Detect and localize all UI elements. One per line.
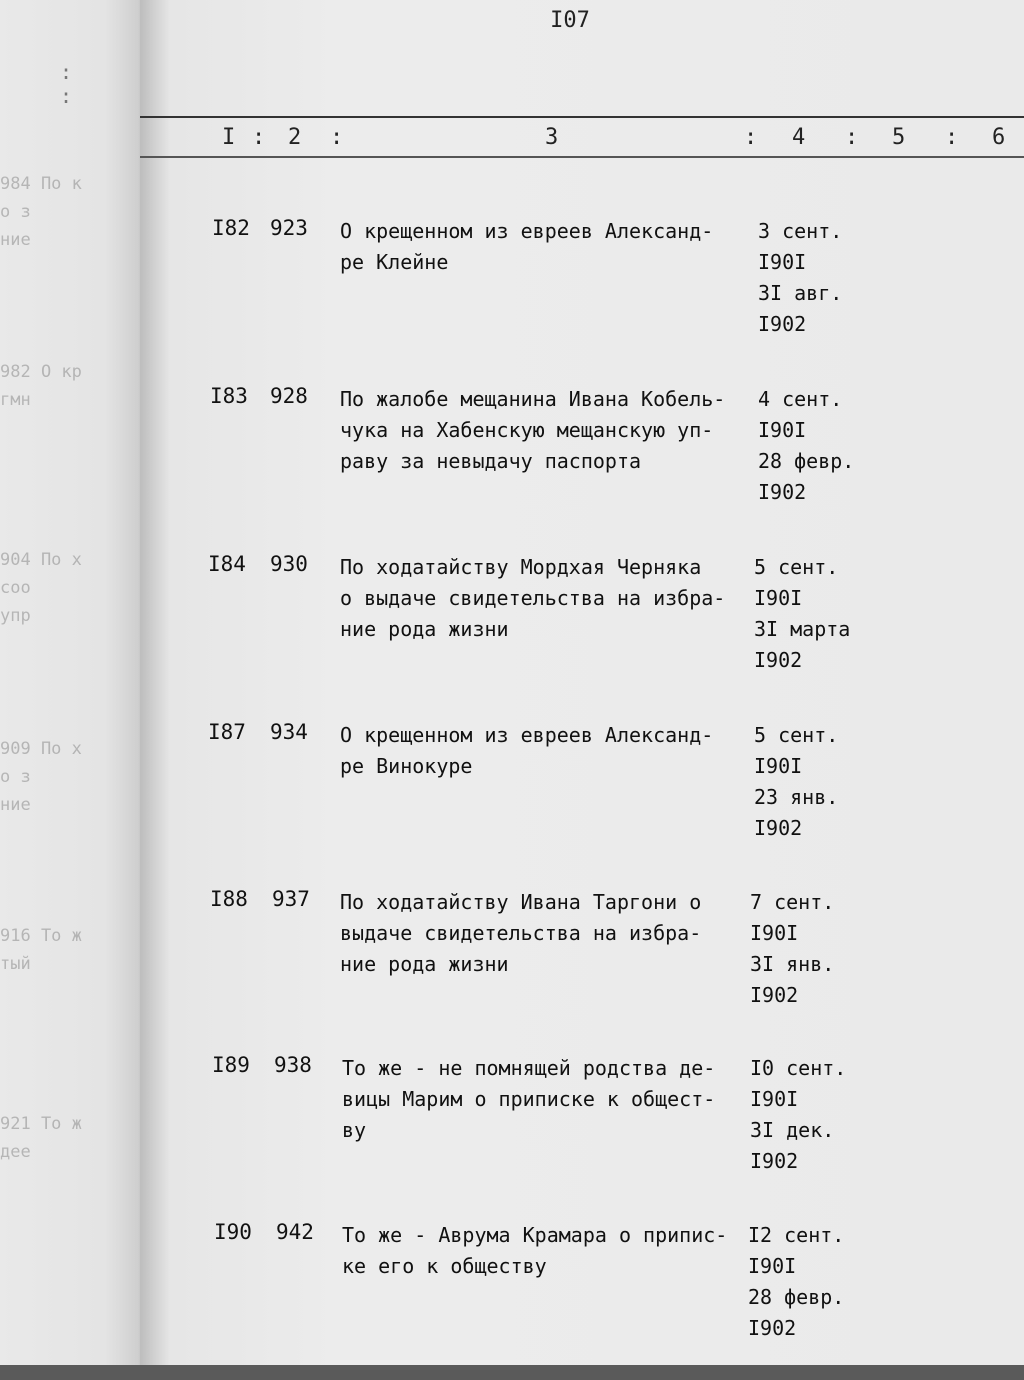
entry-dates: 7 сент. I90I 3I янв. I902 [750,890,835,1007]
column-number: 6 [992,125,1006,150]
entry-dates: I2 сент. I90I 28 февр. I902 [748,1223,845,1340]
page-number: I07 [550,8,590,33]
register-entry [140,1053,1024,1213]
entry-description: По жалобе мещанина Ивана Кобель- чука на Хабенскую мещанскую уп- раву за невыдачу паспорта [340,387,726,473]
entry-number: I82 [212,216,250,240]
case-number: 934 [270,720,308,744]
column-separator: : [252,125,266,150]
case-number: 942 [276,1220,314,1244]
entry-number: I83 [210,384,248,408]
entry-description: О крещенном из евреев Александ- ре Винокуре [340,723,714,778]
column-number: 4 [792,125,806,150]
column-separator: : [744,125,758,150]
register-entry [140,720,1024,880]
left-page-fragment: 984 По к о з ние [0,174,82,250]
column-separator: : [845,125,859,150]
entry-number: I89 [212,1053,250,1077]
register-entries [140,0,1024,1365]
left-page-fragment: 982 О кр гмн [0,362,82,410]
left-page-marks: : : [60,60,91,108]
entry-description: О крещенном из евреев Александ- ре Клейне [340,219,714,274]
entry-number: I87 [208,720,246,744]
left-page-fragment: 921 То ж дее [0,1114,82,1162]
register-entry [140,1220,1024,1380]
column-number: I [222,125,236,150]
entry-number: I84 [208,552,246,576]
entry-dates: 4 сент. I90I 28 февр. I902 [758,387,855,504]
column-number: 3 [545,125,559,150]
case-number: 938 [274,1053,312,1077]
entry-description: По ходатайству Мордхая Черняка о выдаче свидетельства на избра- ние рода жизни [340,555,726,641]
entry-dates: 5 сент. I90I 3I марта I902 [754,555,851,672]
left-page-fragment: 909 По х о з ние [0,739,82,815]
register-entry [140,216,1024,376]
column-number: 2 [288,125,302,150]
left-page-fragment: 916 То ж тый [0,926,82,974]
entry-dates: I0 сент. I90I 3I дек. I902 [750,1056,847,1173]
entry-description: То же - Аврума Крамара о припис- ке его к обществу [342,1223,728,1278]
entry-dates: 3 сент. I90I 3I авг. I902 [758,219,843,336]
column-separator: : [945,125,959,150]
case-number: 928 [270,384,308,408]
register-entry [140,384,1024,544]
case-number: 930 [270,552,308,576]
entry-number: I88 [210,887,248,911]
entry-description: По ходатайству Ивана Таргони о выдаче свидетельства на избра- ние рода жизни [340,890,702,976]
register-entry [140,887,1024,1047]
column-separator: : [330,125,344,150]
entry-dates: 5 сент. I90I 23 янв. I902 [754,723,839,840]
register-entry [140,552,1024,712]
facing-page [0,0,150,1365]
case-number: 937 [272,887,310,911]
left-page-fragment: 904 По х соо упр [0,550,82,626]
case-number: 923 [270,216,308,240]
entry-number: I90 [214,1220,252,1244]
column-number: 5 [892,125,906,150]
entry-description: То же - не помнящей родства де- вицы Марим о приписке к общест- ву [342,1056,716,1142]
